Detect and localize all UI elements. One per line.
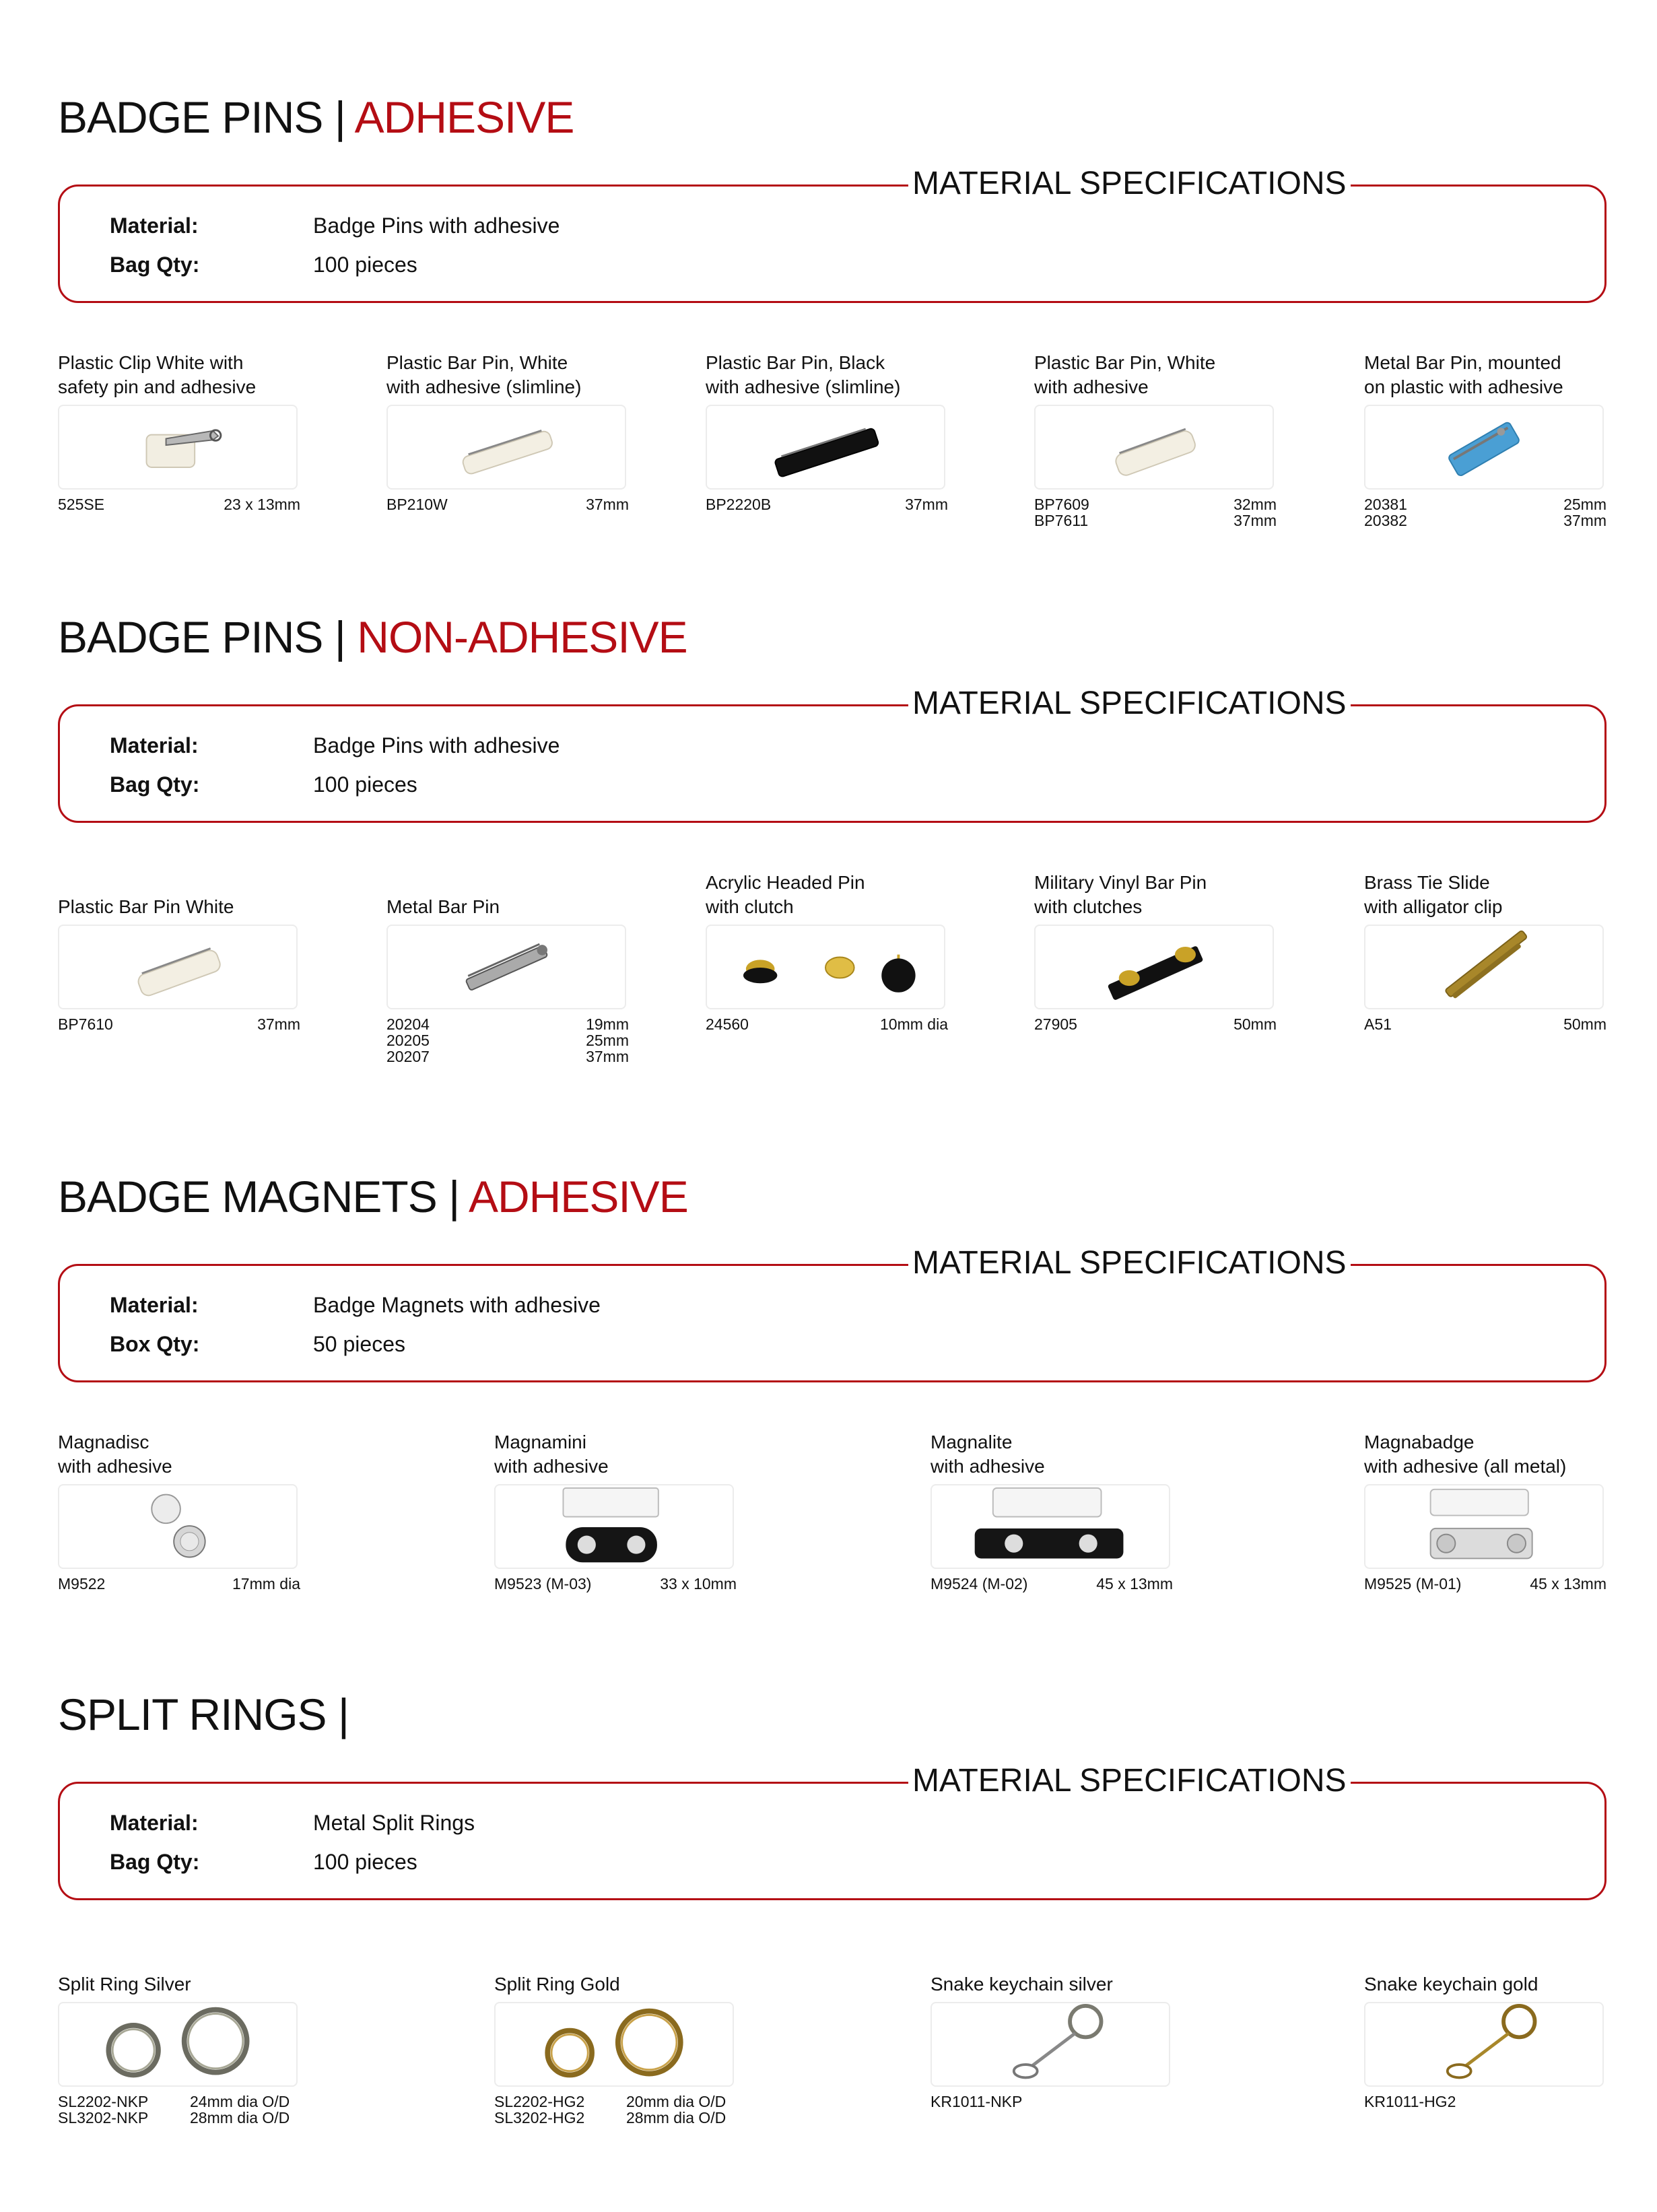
product-name: Magnalite with adhesive — [931, 1432, 1045, 1477]
product-codes: 20381 20382 — [1364, 496, 1407, 529]
metal-bar-pin-on-plastic-icon — [1364, 405, 1604, 490]
product-sizes: 32mm 37mm — [1233, 496, 1277, 529]
spec-row-material: Material: Badge Pins with adhesive — [110, 733, 560, 758]
snake-keychain-silver-icon — [931, 2002, 1170, 2087]
product-name: Split Ring Silver — [58, 1974, 191, 1995]
material-specifications-box — [58, 166, 1607, 303]
spec-row-qty: Bag Qty: 100 pieces — [110, 253, 417, 277]
spec-row-qty: Box Qty: 50 pieces — [110, 1332, 405, 1356]
plastic-clip-safety-pin-icon — [58, 405, 298, 490]
product-name: Plastic Bar Pin, White with adhesive — [1034, 352, 1216, 397]
product-sizes: 24mm dia O/D 28mm dia O/D — [190, 2093, 290, 2126]
product-name: Metal Bar Pin — [386, 896, 500, 917]
product-sizes: 20mm dia O/D 28mm dia O/D — [626, 2093, 726, 2126]
product-sizes: 45 x 13mm — [1096, 1575, 1173, 1593]
product-name: Magnadisc with adhesive — [58, 1432, 172, 1477]
spec-row-qty: Bag Qty: 100 pieces — [110, 1850, 417, 1874]
product-sizes: 50mm — [1233, 1015, 1277, 1033]
section-title: BADGE MAGNETS | ADHESIVE — [58, 1172, 688, 1221]
product-codes: SL2202-NKP SL3202-NKP — [58, 2093, 149, 2126]
split-ring-gold-icon — [494, 2002, 734, 2087]
headed-pin-clutch-icon — [706, 925, 945, 1009]
product-codes: 24560 — [706, 1015, 749, 1033]
magnalite-icon — [931, 1484, 1170, 1569]
product-name: Plastic Bar Pin White — [58, 896, 234, 917]
product-name: Acrylic Headed Pin with clutch — [706, 872, 865, 917]
product-name: Metal Bar Pin, mounted on plastic with adhesive — [1364, 352, 1563, 397]
product-sizes: 45 x 13mm — [1530, 1575, 1607, 1593]
product-codes: 525SE — [58, 496, 105, 513]
product-name: Brass Tie Slide with alligator clip — [1364, 872, 1503, 917]
product-codes: A51 — [1364, 1015, 1392, 1033]
product-sizes: 37mm — [257, 1015, 300, 1033]
product-codes: M9523 (M-03) — [494, 1575, 592, 1593]
product-name: Plastic Bar Pin, White with adhesive (slimline) — [386, 352, 582, 397]
spec-row-material: Material: Badge Pins with adhesive — [110, 213, 560, 238]
white-bar-pin-icon — [58, 925, 298, 1009]
product-name: Snake keychain silver — [931, 1974, 1113, 1995]
spec-row-material: Material: Badge Magnets with adhesive — [110, 1293, 601, 1317]
product-name: Plastic Bar Pin, Black with adhesive (slimline) — [706, 352, 901, 397]
section-title: BADGE PINS | NON-ADHESIVE — [58, 612, 687, 662]
product-name: Military Vinyl Bar Pin with clutches — [1034, 872, 1207, 917]
product-codes: KR1011-HG2 — [1364, 2093, 1456, 2110]
product-codes: BP7610 — [58, 1015, 113, 1033]
white-slim-bar-pin-icon — [386, 405, 626, 490]
product-name: Magnamini with adhesive — [494, 1432, 609, 1477]
magnadisc-icon — [58, 1484, 298, 1569]
product-sizes: 17mm dia — [232, 1575, 300, 1593]
magnabadge-icon — [1364, 1484, 1604, 1569]
material-specifications-box — [58, 1763, 1607, 1900]
product-codes: M9524 (M-02) — [931, 1575, 1028, 1593]
product-name: Split Ring Gold — [494, 1974, 620, 1995]
product-sizes: 33 x 10mm — [660, 1575, 737, 1593]
product-codes: M9525 (M-01) — [1364, 1575, 1462, 1593]
white-bar-pin-icon — [1034, 405, 1274, 490]
product-codes: 27905 — [1034, 1015, 1077, 1033]
magnamini-icon — [494, 1484, 734, 1569]
split-ring-silver-icon — [58, 2002, 298, 2087]
product-sizes: 37mm — [905, 496, 948, 513]
spec-heading: MATERIAL SPECIFICATIONS — [908, 164, 1351, 204]
product-sizes: 25mm 37mm — [1563, 496, 1607, 529]
product-codes: BP2220B — [706, 496, 772, 513]
spec-row-qty: Bag Qty: 100 pieces — [110, 772, 417, 797]
material-specifications-box — [58, 685, 1607, 823]
product-sizes: 23 x 13mm — [224, 496, 300, 513]
spec-heading: MATERIAL SPECIFICATIONS — [908, 683, 1351, 724]
metal-bar-pin-icon — [386, 925, 626, 1009]
product-name: Magnabadge with adhesive (all metal) — [1364, 1432, 1567, 1477]
product-codes: BP210W — [386, 496, 448, 513]
section-title: SPLIT RINGS | — [58, 1689, 349, 1739]
section-title: BADGE PINS | ADHESIVE — [58, 92, 574, 142]
black-slim-bar-pin-icon — [706, 405, 945, 490]
material-specifications-box — [58, 1245, 1607, 1382]
spec-heading: MATERIAL SPECIFICATIONS — [908, 1243, 1351, 1283]
product-sizes: 37mm — [586, 496, 629, 513]
product-sizes: 19mm 25mm 37mm — [586, 1015, 629, 1065]
product-name: Plastic Clip White with safety pin and adhesive — [58, 352, 257, 397]
vinyl-bar-pin-clutches-icon — [1034, 925, 1274, 1009]
spec-heading: MATERIAL SPECIFICATIONS — [908, 1761, 1351, 1801]
product-codes: BP7609 BP7611 — [1034, 496, 1089, 529]
product-codes: KR1011-NKP — [931, 2093, 1023, 2110]
spec-row-material: Material: Metal Split Rings — [110, 1811, 475, 1835]
product-sizes: 50mm — [1563, 1015, 1607, 1033]
product-codes: SL2202-HG2 SL3202-HG2 — [494, 2093, 585, 2126]
brass-tie-slide-icon — [1364, 925, 1604, 1009]
product-codes: 20204 20205 20207 — [386, 1015, 430, 1065]
product-codes: M9522 — [58, 1575, 106, 1593]
snake-keychain-gold-icon — [1364, 2002, 1604, 2087]
product-sizes: 10mm dia — [880, 1015, 948, 1033]
product-name: Snake keychain gold — [1364, 1974, 1538, 1995]
